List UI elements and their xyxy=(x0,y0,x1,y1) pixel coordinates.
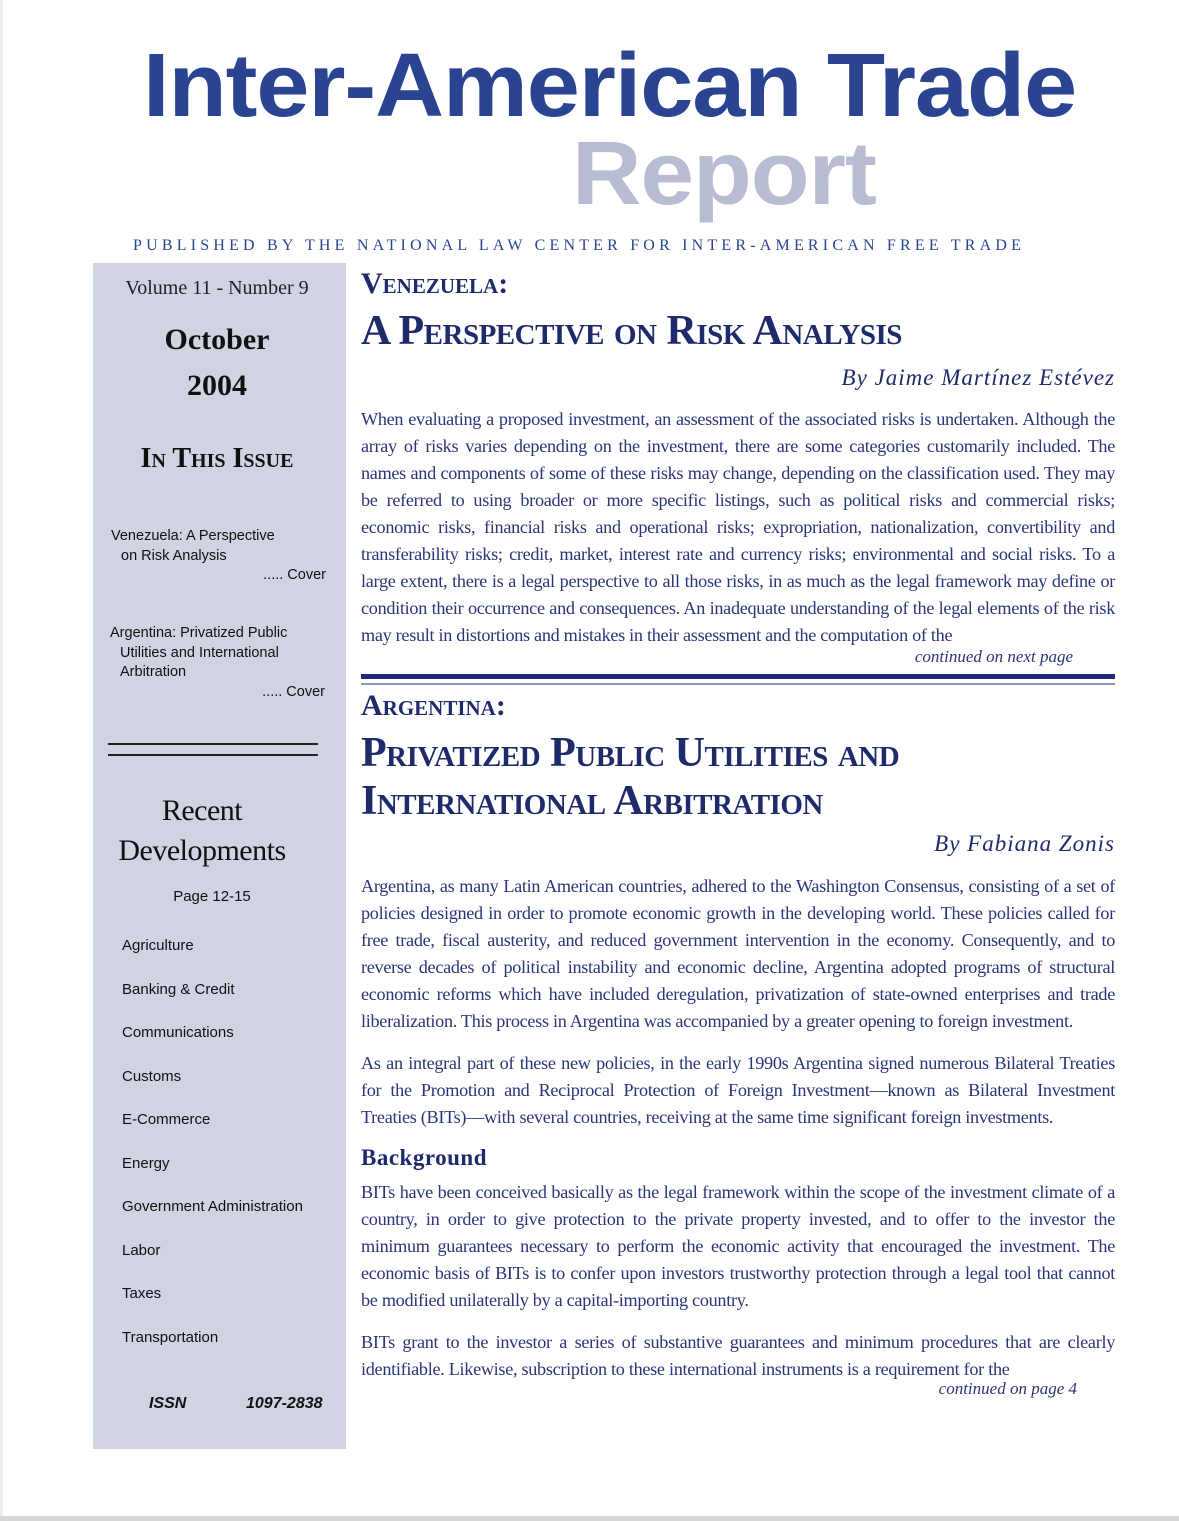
recent-item[interactable]: Customs xyxy=(122,1067,182,1085)
article-headline[interactable] xyxy=(361,729,1115,825)
recent-item[interactable]: Government Administration xyxy=(122,1198,303,1215)
recent-item[interactable]: Taxes xyxy=(122,1285,162,1302)
toc-page: ..... Cover xyxy=(262,683,325,700)
recent-pages: Page 12-15 xyxy=(173,888,251,905)
article-kicker: Argentina: xyxy=(361,689,506,722)
continued-link[interactable]: continued on page 4 xyxy=(938,1379,1077,1398)
main-content xyxy=(361,263,1115,1399)
section-divider xyxy=(361,674,1115,679)
headline-line: Privatized Public Utilities and xyxy=(361,730,900,776)
toc-title-cont: on Risk Analysis xyxy=(121,547,227,564)
continued-link[interactable]: continued on next page xyxy=(914,647,1073,666)
recent-item[interactable]: Energy xyxy=(122,1154,170,1172)
issn-label: ISSN xyxy=(149,1395,187,1412)
toc-title: Argentina: Privatized Public xyxy=(110,625,288,641)
recent-heading-line1: Recent xyxy=(161,794,243,827)
recent-developments-heading xyxy=(93,791,311,871)
headline-line: International Arbitration xyxy=(361,778,823,824)
article-paragraph: When evaluating a proposed investment, an assessment of the associated risks is undertaken. Although the array of risks varies depending on the investment, there are some categories customarily included. The names and components of some of these risks may change, depending on the classification used. They may be referred to using broader or more specific listings, such as political risks and commercial risks; economic risks, financial risks and operational risks; expropriation, nationalization, convertibility and transferability risks; credit, market, interest rate and currency risks; environmental and social risks. To a large extent, there is a legal perspective to all those risks, in as much as the legal framework may define or condition their occurrence and consequences. An inadequate understanding of the legal elements of the risk may result in distortions and mistakes in their assessment and the computation of the xyxy=(361,409,1115,645)
toc-item-venezuela[interactable] xyxy=(111,527,326,586)
article-kicker: Venezuela: xyxy=(361,267,509,300)
masthead-report: Report xyxy=(572,124,876,224)
page-edge xyxy=(0,0,3,1521)
section-divider-thin xyxy=(361,683,1115,685)
recent-item[interactable]: Banking & Credit xyxy=(122,980,235,998)
sidebar xyxy=(93,263,346,1449)
issn-number: 1097-2838 xyxy=(246,1395,323,1412)
article-paragraph: BITs have been conceived basically as the legal framework within the scope of the investment climate of a country, in order to give protection to the private property invested, and to offer to the investor the minimum guarantees necessary to perform the economic activity that encouraged the investment. The economic basis of BITs is to confer upon investors trustworthy protection through a legal tool that cannot be modified unilaterally by a capital-importing country. xyxy=(361,1182,1115,1310)
divider xyxy=(108,743,318,745)
recent-item[interactable]: Agriculture xyxy=(122,937,194,954)
recent-item[interactable]: Transportation xyxy=(122,1328,219,1346)
publisher-line: PUBLISHED BY THE NATIONAL LAW CENTER FOR INTER-AMERICAN FREE TRADE xyxy=(133,237,1026,254)
toc-page: ..... Cover xyxy=(263,567,326,583)
page-bottom-edge xyxy=(0,1516,1179,1521)
toc-title: Venezuela: A Perspective xyxy=(111,528,275,544)
article-paragraph: BITs grant to the investor a series of substantive guarantees and minimum procedures that are clearly identifiable. Likewise, subscription to these international instruments is a requirement for the xyxy=(361,1332,1115,1379)
recent-item[interactable]: Labor xyxy=(122,1241,161,1259)
toc-title-cont: Arbitration xyxy=(120,664,187,680)
issue-month: October xyxy=(164,323,270,356)
recent-heading-line2: Developments xyxy=(118,834,286,867)
article-byline: By Fabiana Zonis xyxy=(934,831,1115,856)
issue-year: 2004 xyxy=(187,369,247,402)
headline-line: A Perspective on Risk Analysis xyxy=(361,308,902,354)
recent-developments-list xyxy=(122,931,303,1366)
recent-item[interactable]: E-Commerce xyxy=(122,1111,211,1128)
divider xyxy=(108,754,318,756)
article-argentina xyxy=(361,689,1115,1399)
article-headline[interactable] xyxy=(361,307,1115,355)
toc-item-argentina[interactable] xyxy=(110,624,325,702)
masthead-title: Inter-American Trade xyxy=(143,36,1077,136)
toc-title-cont: Utilities and International xyxy=(120,644,279,661)
recent-item[interactable]: Communications xyxy=(122,1024,234,1041)
article-byline: By Jaime Martínez Estévez xyxy=(841,365,1115,390)
article-venezuela xyxy=(361,267,1115,667)
in-this-issue-heading: In This Issue xyxy=(140,443,294,474)
section-subhead: Background xyxy=(361,1145,488,1170)
article-paragraph: Argentina, as many Latin American countries, adhered to the Washington Consensus, consisting of a set of policies designed in order to promote economic growth in the developing world. These policies called for free trade, fiscal austerity, and reduced government intervention in the economy. Consequently, and to reverse decades of political instability and economic decline, Argentina adopted programs of structural economic reforms which have included deregulation, privatization of state-owned enterprises and trade liberalization. This process in Argentina was accompanied by a greater opening to foreign investment. xyxy=(361,876,1115,1031)
volume-number: Volume 11 - Number 9 xyxy=(125,277,309,299)
article-paragraph: As an integral part of these new policies, in the early 1990s Argentina signed numerous Bilateral Treaties for the Promotion and Reciprocal Protection of Foreign Investment—known as Bilateral Investment Treaties (BITs)—with several countries, receiving at the same time significant foreign investments. xyxy=(361,1053,1115,1127)
